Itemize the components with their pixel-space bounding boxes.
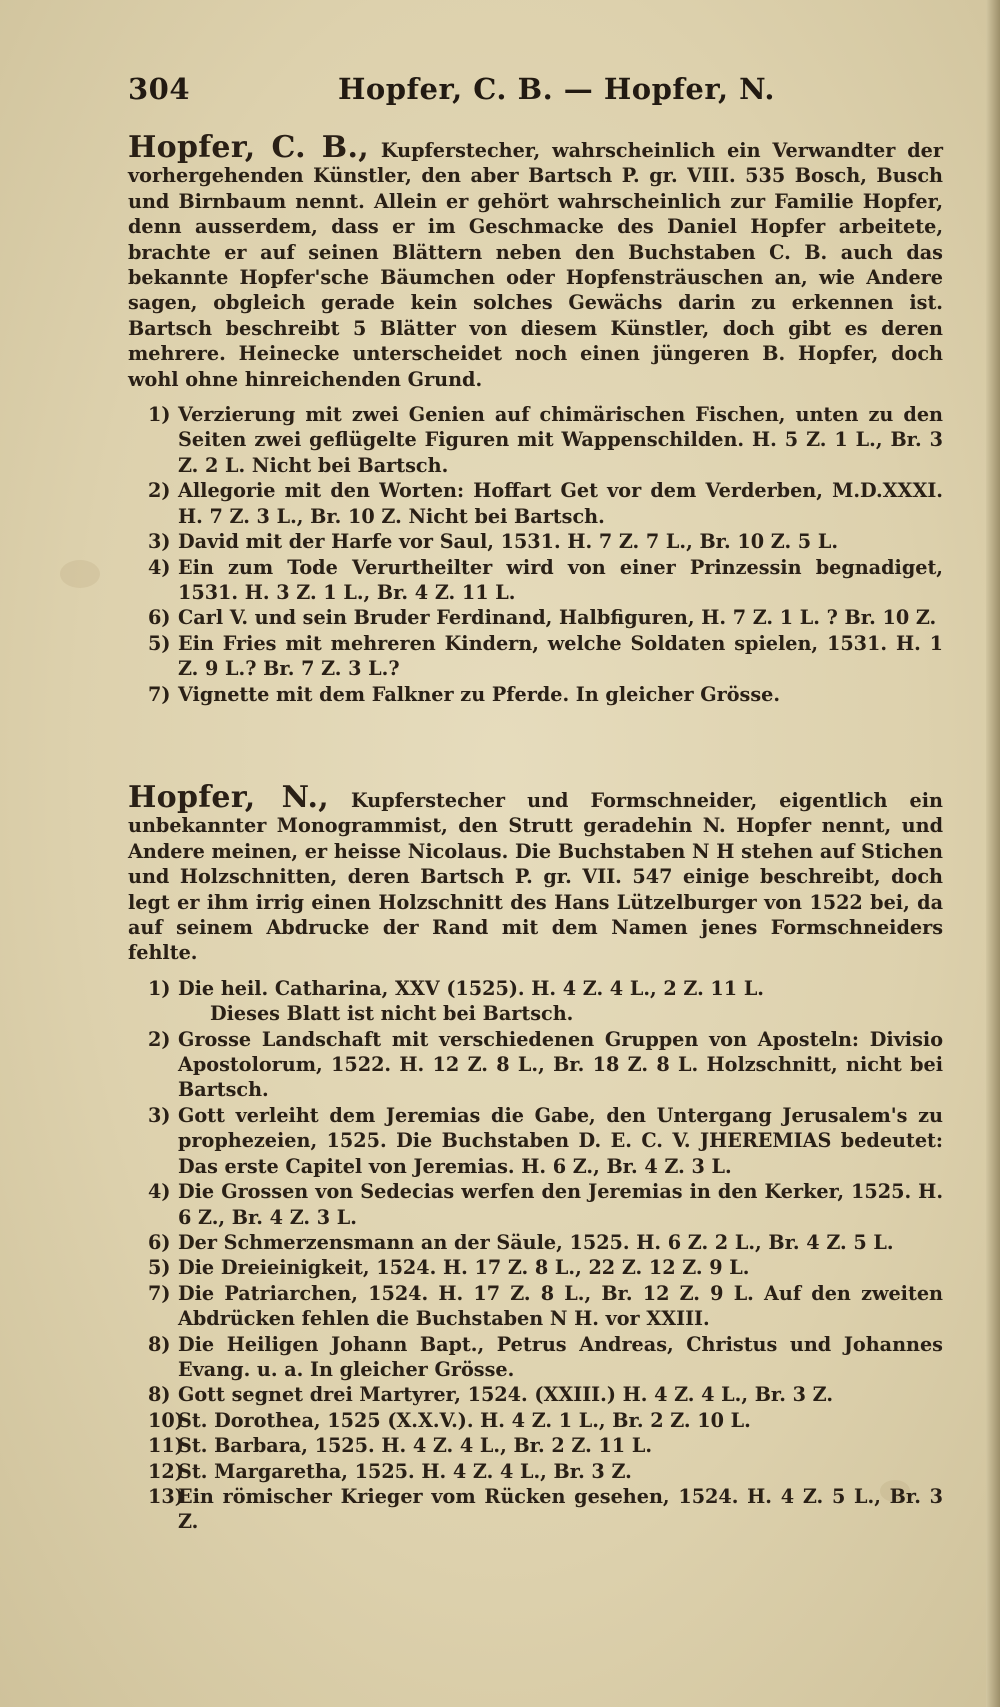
work-item <box>128 1255 943 1280</box>
work-number: 10) <box>148 1408 184 1432</box>
work-number: 7) <box>148 682 171 706</box>
work-description: St. Dorothea, 1525 (X.X.V.). H. 4 Z. 1 L., Br. 2 Z. 10 L. <box>178 1408 751 1432</box>
work-description: Die Heiligen Johann Bapt., Petrus Andreas, Christus und Johannes Evang. u. a. In gleicher Grösse. <box>178 1332 943 1381</box>
work-description: Ein Fries mit mehreren Kindern, welche Soldaten spielen, 1531. H. 1 Z. 9 L.? Br. 7 Z. 3 L.? <box>178 631 943 681</box>
work-note: Dieses Blatt ist nicht bei Bartsch. <box>210 1002 574 1026</box>
work-description: Grosse Landschaft mit verschiedenen Gruppen von Aposteln: Divisio Apostolorum, 1522. H. 12 Z. 8 L., Br. 18 Z. 8 L. Holzschnitt, nicht bei Bartsch. <box>178 1027 943 1102</box>
work-description: Ein römischer Krieger vom Rücken gesehen, 1524. H. 4 Z. 5 L., Br. 3 Z. <box>178 1484 943 1534</box>
work-number: 5) <box>148 631 171 655</box>
work-item <box>128 555 943 606</box>
entry-intro <box>128 130 943 392</box>
work-description: St. Margaretha, 1525. H. 4 Z. 4 L., Br. 3 Z. <box>178 1459 632 1483</box>
work-item <box>128 1281 943 1332</box>
work-description: Die Grossen von Sedecias werfen den Jeremias in den Kerker, 1525. H. 6 Z., Br. 4 Z. 3 L. <box>178 1180 943 1229</box>
entry-headword: Hopfer, N., <box>128 780 329 815</box>
entry-hopfer-n <box>128 780 943 1535</box>
work-number: 3) <box>148 530 171 554</box>
entry-text: Kupferstecher, wahrscheinlich ein Verwandter der vorhergehenden Künstler, den aber Bartsch P. gr. VIII. 535 Bosch, Busch und Birnbaum nennt. Allein er gehört wahrscheinlich zur Familie Hopfer, denn ausserdem, dass er im Geschmacke des Daniel Hopfer arbeitete, brachte er auf seinen Blättern neben den Buchstaben C. B. auch das bekannte Hopfer'sche Bäumchen oder Hopfensträuschen an, wie Andere sagen, obgleich gerade kein solches Gewächs darin zu erkennen ist. Bartsch beschreibt 5 Blätter von diesem Künstler, doch gibt es deren mehrere. Heinecke unterscheidet noch einen jüngeren B. Hopfer, doch wohl ohne hinreichenden Grund. <box>128 139 943 391</box>
work-item <box>128 1103 943 1179</box>
work-number: 2) <box>148 479 171 503</box>
work-item <box>128 682 943 707</box>
work-item <box>128 478 943 529</box>
work-item <box>128 1179 943 1230</box>
work-item <box>128 1027 943 1103</box>
work-number: 11) <box>148 1434 184 1458</box>
work-description: Gott segnet drei Martyrer, 1524. (XXIII.) H. 4 Z. 4 L., Br. 3 Z. <box>178 1383 833 1407</box>
work-description: David mit der Harfe vor Saul, 1531. H. 7 Z. 7 L., Br. 10 Z. 5 L. <box>178 530 838 554</box>
work-description: St. Barbara, 1525. H. 4 Z. 4 L., Br. 2 Z. 11 L. <box>178 1434 652 1458</box>
work-description: Die heil. Catharina, XXV (1525). H. 4 Z. 4 L., 2 Z. 11 L. <box>178 976 764 1000</box>
page-spine-edge <box>986 0 1000 1707</box>
work-item <box>128 631 943 682</box>
entry-headword: Hopfer, C. B., <box>128 130 369 165</box>
entry-text: Kupferstecher und Formschneider, eigentlich ein unbekannter Monogrammist, den Strutt geradehin N. Hopfer nennt, und Andere meinen, er heisse Nicolaus. Die Buchstaben N H stehen auf Stichen und Holzschnitten, deren Bartsch P. gr. VII. 547 einige beschreibt, doch legt er ihm irrig einen Holzschnitt des Hans Lützelburger von 1522 bei, da auf seinem Abdrucke der Rand mit dem Namen jenes Formschneiders fehlte. <box>128 789 943 965</box>
work-item <box>128 1408 943 1433</box>
paper-stain <box>60 560 100 588</box>
page-header <box>128 72 943 112</box>
work-item <box>128 976 943 1027</box>
works-list <box>128 402 943 707</box>
work-description: Allegorie mit den Worten: Hoffart Get vor dem Verderben, M.D.XXXI. H. 7 Z. 3 L., Br. 10 Z. Nicht bei Bartsch. <box>178 479 943 528</box>
work-description: Vignette mit dem Falkner zu Pferde. In gleicher Grösse. <box>178 682 781 706</box>
work-item <box>128 1484 943 1535</box>
work-item <box>128 529 943 554</box>
work-description: Die Dreieinigkeit, 1524. H. 17 Z. 8 L., 22 Z. 12 Z. 9 L. <box>178 1256 750 1280</box>
work-item <box>128 402 943 478</box>
work-number: 3) <box>148 1103 171 1127</box>
work-description: Ein zum Tode Verurtheilter wird von einer Prinzessin begnadiget, 1531. H. 3 Z. 1 L., Br. 4 Z. 11 L. <box>178 555 943 604</box>
work-description: Gott verleiht dem Jeremias die Gabe, den Untergang Jerusalem's zu prophezeien, 1525. Die Buchstaben D. E. C. V. JHEREMIAS bedeutet: Das erste Capitel von Jeremias. H. 6 Z., Br. 4 Z. 3 L. <box>178 1103 943 1178</box>
works-list <box>128 976 943 1535</box>
work-number: 2) <box>148 1027 171 1051</box>
work-number: 4) <box>148 1180 171 1204</box>
entry-hopfer-cb <box>128 130 943 707</box>
page-number: 304 <box>128 72 191 106</box>
work-number: 7) <box>148 1281 171 1305</box>
work-number: 5) <box>148 1256 171 1280</box>
work-item <box>128 1459 943 1484</box>
work-item <box>128 1230 943 1255</box>
work-description: Verzierung mit zwei Genien auf chimärischen Fischen, unten zu den Seiten zwei geflügelte Figuren mit Wappenschilden. H. 5 Z. 1 L., Br. 3 Z. 2 L. Nicht bei Bartsch. <box>178 403 943 477</box>
work-description: Die Patriarchen, 1524. H. 17 Z. 8 L., Br. 12 Z. 9 L. Auf den zweiten Abdrücken fehlen die Buchstaben N H. vor XXIII. <box>178 1281 943 1331</box>
work-number: 12) <box>148 1459 184 1483</box>
running-title: Hopfer, C. B. — Hopfer, N. <box>338 72 775 106</box>
work-number: 6) <box>148 606 171 630</box>
work-number: 1) <box>148 403 171 427</box>
work-number: 8) <box>148 1383 171 1407</box>
work-item <box>128 1332 943 1383</box>
work-number: 6) <box>148 1230 171 1254</box>
entry-intro <box>128 780 943 966</box>
work-description: Der Schmerzensmann an der Säule, 1525. H. 6 Z. 2 L., Br. 4 Z. 5 L. <box>178 1230 894 1254</box>
work-number: 13) <box>148 1484 184 1508</box>
work-item <box>128 1433 943 1458</box>
work-item <box>128 1382 943 1407</box>
work-number: 8) <box>148 1332 171 1356</box>
work-item <box>128 605 943 630</box>
work-description: Carl V. und sein Bruder Ferdinand, Halbfiguren, H. 7 Z. 1 L. ? Br. 10 Z. <box>178 606 937 630</box>
work-number: 4) <box>148 555 171 579</box>
work-number: 1) <box>148 976 171 1000</box>
